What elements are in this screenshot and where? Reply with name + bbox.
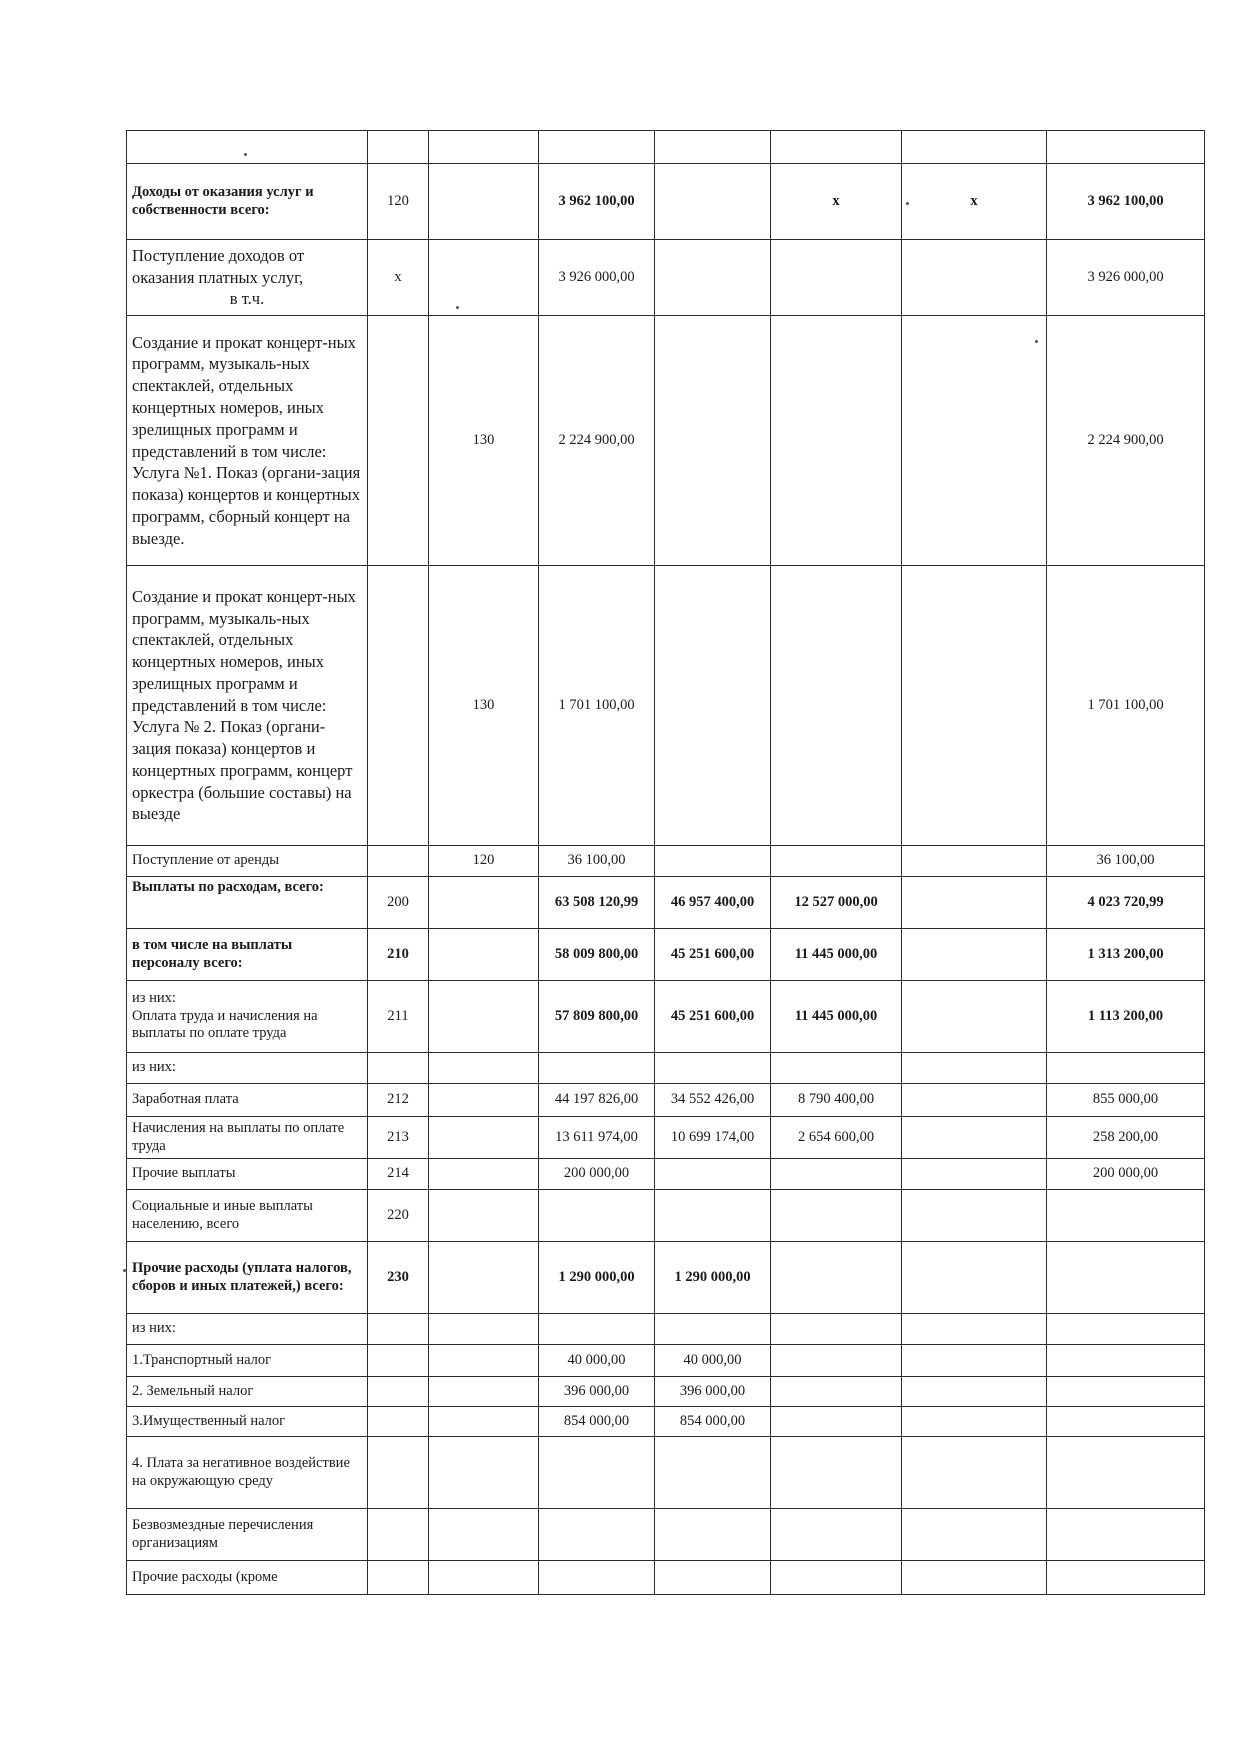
row-total (539, 1314, 655, 1345)
row-code (368, 846, 429, 877)
row-label: Прочие выплаты (127, 1159, 368, 1190)
table-row (127, 240, 1205, 316)
row-label: Безвозмездные перечисления организациям (127, 1509, 368, 1561)
row-label: Поступление от аренды (127, 846, 368, 877)
row-total (539, 1561, 655, 1595)
row-code (368, 1053, 429, 1084)
row-subsidy (655, 240, 771, 316)
row-subsidy: 34 552 426,00 (655, 1084, 771, 1117)
row-target (771, 1242, 902, 1314)
header-cell (902, 131, 1047, 164)
table-row (127, 1117, 1205, 1159)
row-label-top: из них: (132, 990, 176, 1007)
row-capital (902, 1437, 1047, 1509)
row-capital (902, 1314, 1047, 1345)
row-paid: 1 701 100,00 (1047, 566, 1205, 846)
table-row (127, 877, 1205, 929)
row-total: 58 009 800,00 (539, 929, 655, 981)
row-label: Заработная плата (127, 1084, 368, 1117)
row-subsidy: 45 251 600,00 (655, 929, 771, 981)
row-code (368, 1345, 429, 1377)
row-code: 230 (368, 1242, 429, 1314)
row-subsidy: 10 699 174,00 (655, 1117, 771, 1159)
row-total: 44 197 826,00 (539, 1084, 655, 1117)
row-capital (902, 1084, 1047, 1117)
row-target: 8 790 400,00 (771, 1084, 902, 1117)
row-paid: 2 224 900,00 (1047, 316, 1205, 566)
row-paid (1047, 1345, 1205, 1377)
row-label-text: Оплата труда и начисления на выплаты по оплате труда (132, 1007, 318, 1042)
row-subsidy: 854 000,00 (655, 1407, 771, 1437)
row-capital (902, 1561, 1047, 1595)
row-kosgu (429, 1159, 539, 1190)
row-kosgu (429, 1437, 539, 1509)
table-row (127, 1509, 1205, 1561)
row-total: 13 611 974,00 (539, 1117, 655, 1159)
row-capital (902, 1377, 1047, 1407)
row-target: 11 445 000,00 (771, 981, 902, 1053)
row-label: Прочие расходы (уплата налогов, сборов и иных платежей,) всего: (127, 1242, 368, 1314)
row-code: 220 (368, 1190, 429, 1242)
table-row (127, 164, 1205, 240)
row-paid (1047, 1190, 1205, 1242)
row-code: 214 (368, 1159, 429, 1190)
row-paid (1047, 1377, 1205, 1407)
row-target (771, 846, 902, 877)
row-target (771, 1437, 902, 1509)
row-total: 396 000,00 (539, 1377, 655, 1407)
row-label: 4. Плата за негативное воздействие на окружающую среду (127, 1437, 368, 1509)
row-code (368, 1561, 429, 1595)
row-label: Прочие расходы (кроме (127, 1561, 368, 1595)
row-total: 63 508 120,99 (539, 877, 655, 929)
row-subsidy: 45 251 600,00 (655, 981, 771, 1053)
table-row (127, 929, 1205, 981)
row-total: 40 000,00 (539, 1345, 655, 1377)
table-row (127, 1345, 1205, 1377)
header-cell (127, 131, 368, 164)
row-target (771, 1190, 902, 1242)
table-row (127, 1377, 1205, 1407)
table-row (127, 1314, 1205, 1345)
row-subsidy (655, 164, 771, 240)
row-kosgu (429, 1053, 539, 1084)
row-code (368, 1314, 429, 1345)
row-total: 36 100,00 (539, 846, 655, 877)
row-label: в том числе на выплаты персоналу всего: (127, 929, 368, 981)
scan-speck (244, 153, 247, 156)
row-total: 3 926 000,00 (539, 240, 655, 316)
header-cell (655, 131, 771, 164)
row-subsidy: 46 957 400,00 (655, 877, 771, 929)
table-row (127, 846, 1205, 877)
header-cell (771, 131, 902, 164)
header-cell (539, 131, 655, 164)
row-capital (902, 1345, 1047, 1377)
table-row (127, 1190, 1205, 1242)
row-target (771, 566, 902, 846)
row-capital (902, 981, 1047, 1053)
row-kosgu (429, 1377, 539, 1407)
row-label: из них: (127, 1314, 368, 1345)
row-kosgu (429, 929, 539, 981)
row-target (771, 316, 902, 566)
row-code: 200 (368, 877, 429, 929)
row-target (771, 1159, 902, 1190)
row-label: из них: (127, 1053, 368, 1084)
row-capital (902, 1242, 1047, 1314)
row-code (368, 566, 429, 846)
row-paid: 3 962 100,00 (1047, 164, 1205, 240)
row-paid: 200 000,00 (1047, 1159, 1205, 1190)
header-cell (429, 131, 539, 164)
row-subsidy (655, 1509, 771, 1561)
row-paid: 855 000,00 (1047, 1084, 1205, 1117)
row-paid (1047, 1053, 1205, 1084)
table-row (127, 981, 1205, 1053)
row-kosgu (429, 877, 539, 929)
row-kosgu (429, 1561, 539, 1595)
row-total: 1 701 100,00 (539, 566, 655, 846)
row-total: 3 962 100,00 (539, 164, 655, 240)
row-code: 120 (368, 164, 429, 240)
table-row (127, 566, 1205, 846)
table-row (127, 1407, 1205, 1437)
row-subsidy (655, 1314, 771, 1345)
row-total: 1 290 000,00 (539, 1242, 655, 1314)
row-code: 210 (368, 929, 429, 981)
row-paid (1047, 1509, 1205, 1561)
row-capital (902, 566, 1047, 846)
row-kosgu (429, 1407, 539, 1437)
row-label: 3.Имущественный налог (127, 1407, 368, 1437)
row-target (771, 1509, 902, 1561)
row-subsidy (655, 846, 771, 877)
row-target (771, 1314, 902, 1345)
row-paid: 3 926 000,00 (1047, 240, 1205, 316)
row-capital (902, 846, 1047, 877)
row-subsidy (655, 1561, 771, 1595)
row-target (771, 1561, 902, 1595)
row-code: x (368, 240, 429, 316)
row-total (539, 1509, 655, 1561)
header-cell (1047, 131, 1205, 164)
row-label: Начисления на выплаты по оплате труда (127, 1117, 368, 1159)
financial-plan-table (126, 130, 1205, 1595)
row-code: 211 (368, 981, 429, 1053)
row-target: 12 527 000,00 (771, 877, 902, 929)
row-kosgu (429, 1084, 539, 1117)
row-label (127, 981, 368, 1053)
row-capital (902, 1053, 1047, 1084)
row-target: 11 445 000,00 (771, 929, 902, 981)
header-cell (368, 131, 429, 164)
row-paid (1047, 1242, 1205, 1314)
row-capital (902, 1407, 1047, 1437)
row-target (771, 1407, 902, 1437)
row-label: Создание и прокат концерт-ных программ, музыкаль-ных спектаклей, отдельных концертных номеров, иных зрелищных программ и представлений в том числе: Услуга № 2. Показ (органи-зация показа) концертов и концертных программ, концерт оркестра (большие составы) на выезде (127, 566, 368, 846)
row-kosgu (429, 240, 539, 316)
row-total: 2 224 900,00 (539, 316, 655, 566)
row-total: 854 000,00 (539, 1407, 655, 1437)
row-paid (1047, 1561, 1205, 1595)
row-target (771, 1345, 902, 1377)
table-row (127, 1242, 1205, 1314)
row-subsidy (655, 1190, 771, 1242)
row-label-sub: в т.ч. (229, 289, 265, 309)
row-code (368, 316, 429, 566)
row-kosgu (429, 1314, 539, 1345)
row-paid: 36 100,00 (1047, 846, 1205, 877)
scan-speck (906, 202, 909, 205)
row-label-text: Поступление доходов от оказания платных услуг, (132, 245, 305, 287)
row-code (368, 1437, 429, 1509)
row-paid (1047, 1437, 1205, 1509)
row-subsidy (655, 1437, 771, 1509)
row-capital (902, 1190, 1047, 1242)
row-label: Социальные и иные выплаты населению, всего (127, 1190, 368, 1242)
row-capital (902, 1117, 1047, 1159)
row-total: 57 809 800,00 (539, 981, 655, 1053)
table-row (127, 1053, 1205, 1084)
row-kosgu: 130 (429, 316, 539, 566)
row-paid: 4 023 720,99 (1047, 877, 1205, 929)
row-paid (1047, 1314, 1205, 1345)
table-row (127, 1437, 1205, 1509)
row-kosgu: 130 (429, 566, 539, 846)
row-subsidy: 396 000,00 (655, 1377, 771, 1407)
row-paid: 1 113 200,00 (1047, 981, 1205, 1053)
row-code: 212 (368, 1084, 429, 1117)
row-capital (902, 240, 1047, 316)
row-code: 213 (368, 1117, 429, 1159)
row-subsidy: 1 290 000,00 (655, 1242, 771, 1314)
row-label: 2. Земельный налог (127, 1377, 368, 1407)
row-code (368, 1407, 429, 1437)
row-label: 1.Транспортный налог (127, 1345, 368, 1377)
row-kosgu (429, 981, 539, 1053)
row-kosgu (429, 1190, 539, 1242)
row-capital (902, 877, 1047, 929)
row-total (539, 1437, 655, 1509)
row-subsidy (655, 316, 771, 566)
row-paid (1047, 1407, 1205, 1437)
row-target: x (771, 164, 902, 240)
row-total (539, 1190, 655, 1242)
row-kosgu (429, 1117, 539, 1159)
row-kosgu (429, 164, 539, 240)
row-target (771, 1377, 902, 1407)
row-total: 200 000,00 (539, 1159, 655, 1190)
row-subsidy (655, 566, 771, 846)
row-target: 2 654 600,00 (771, 1117, 902, 1159)
row-label: Выплаты по расходам, всего: (127, 877, 368, 929)
table-row (127, 1084, 1205, 1117)
row-capital (902, 316, 1047, 566)
table-row (127, 1561, 1205, 1595)
row-paid: 1 313 200,00 (1047, 929, 1205, 981)
row-kosgu (429, 1345, 539, 1377)
scan-speck (1035, 340, 1038, 343)
row-subsidy (655, 1053, 771, 1084)
row-kosgu: 120 (429, 846, 539, 877)
row-target (771, 240, 902, 316)
row-kosgu (429, 1509, 539, 1561)
row-capital (902, 1159, 1047, 1190)
row-subsidy (655, 1159, 771, 1190)
row-code (368, 1377, 429, 1407)
row-capital (902, 929, 1047, 981)
table-header-row (127, 131, 1205, 164)
row-code (368, 1509, 429, 1561)
row-target (771, 1053, 902, 1084)
scan-speck (456, 306, 459, 309)
row-capital (902, 1509, 1047, 1561)
row-label: Создание и прокат концерт-ных программ, музыкаль-ных спектаклей, отдельных концертных номеров, иных зрелищных программ и представлений в том числе: Услуга №1. Показ (органи-зация показа) концертов и концертных программ, сборный концерт на выезде. (127, 316, 368, 566)
row-kosgu (429, 1242, 539, 1314)
scan-speck (123, 1269, 126, 1272)
row-label (127, 240, 368, 316)
row-label: Доходы от оказания услуг и собственности всего: (127, 164, 368, 240)
table-row (127, 1159, 1205, 1190)
table-row (127, 316, 1205, 566)
row-subsidy: 40 000,00 (655, 1345, 771, 1377)
row-capital: x (902, 164, 1047, 240)
row-paid: 258 200,00 (1047, 1117, 1205, 1159)
row-total (539, 1053, 655, 1084)
